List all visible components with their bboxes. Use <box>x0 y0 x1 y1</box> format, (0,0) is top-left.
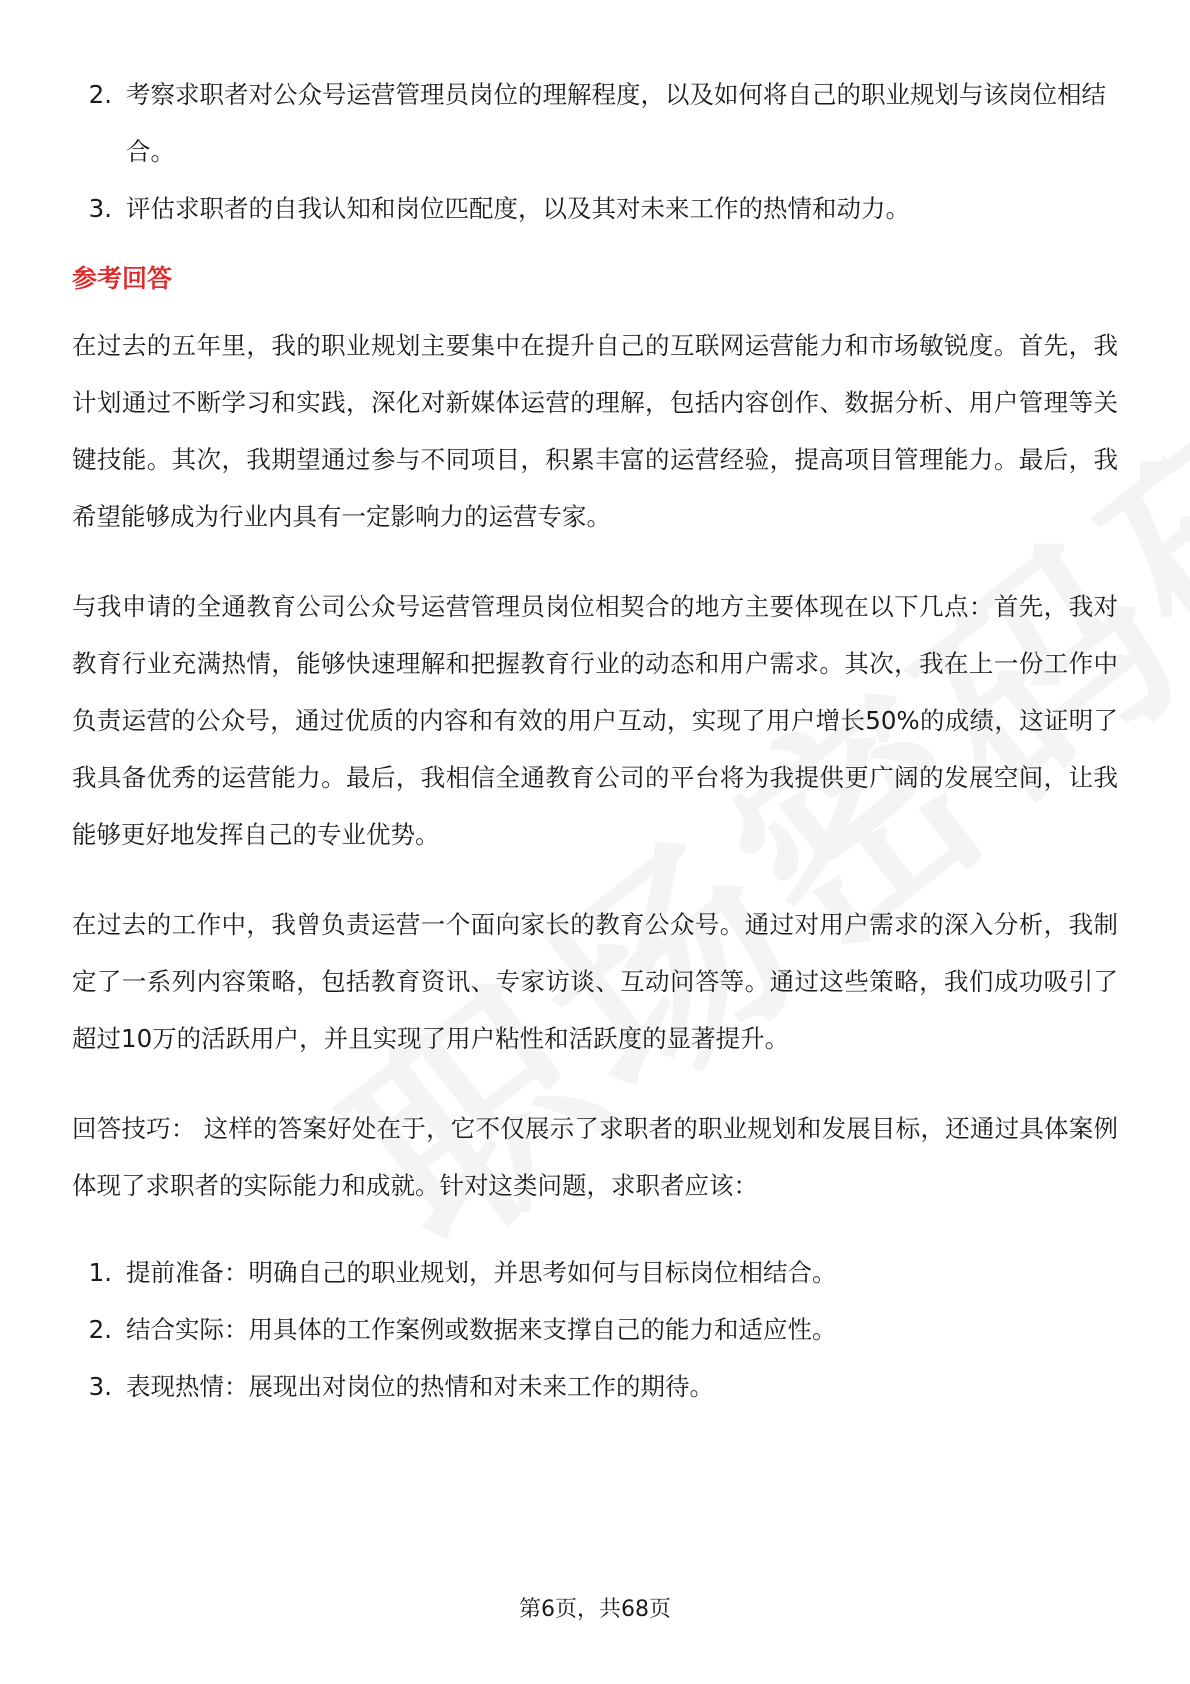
list-item-number: 3. <box>88 194 112 223</box>
list-item-text: 考察求职者对公众号运营管理员岗位的理解程度，以及如何将自己的职业规划与该岗位相结合。 <box>126 80 1106 166</box>
list-item-text: 结合实际：用具体的工作案例或数据来支撑自己的能力和适应性。 <box>126 1315 837 1344</box>
list-item <box>72 180 1118 237</box>
list-item-number: 1. <box>88 1258 112 1287</box>
page-number-footer: 第6页，共68页 <box>519 1597 671 1622</box>
list-item-number: 2. <box>88 80 112 109</box>
list-item <box>72 1358 1118 1415</box>
tips-paragraph: 回答技巧： 这样的答案好处在于，它不仅展示了求职者的职业规划和发展目标，还通过具体案例体现了求职者的实际能力和成就。针对这类问题，求职者应该： <box>72 1114 1118 1200</box>
evaluation-points-list <box>72 66 1118 237</box>
answer-paragraph-2: 与我申请的全通教育公司公众号运营管理员岗位相契合的地方主要体现在以下几点：首先，我对教育行业充满热情，能够快速理解和把握教育行业的动态和用户需求。其次，我在上一份工作中负责运营的公众号，通过优质的内容和有效的用户互动，实现了用户增长50%的成绩，这证明了我具备优秀的运营能力。最后，我相信全通教育公司的平台将为我提供更广阔的发展空间，让我能够更好地发挥自己的专业优势。 <box>72 592 1118 849</box>
section-heading: 参考回答 <box>72 264 173 293</box>
list-item-text: 评估求职者的自我认知和岗位匹配度，以及其对未来工作的热情和动力。 <box>126 194 910 223</box>
list-item <box>72 66 1118 180</box>
list-item <box>72 1301 1118 1358</box>
list-item <box>72 1244 1118 1301</box>
tips-list <box>72 1244 1118 1415</box>
page-content <box>72 66 1118 1415</box>
list-item-number: 3. <box>88 1372 112 1401</box>
list-item-number: 2. <box>88 1315 112 1344</box>
list-item-text: 表现热情：展现出对岗位的热情和对未来工作的期待。 <box>126 1372 714 1401</box>
answer-paragraph-1: 在过去的五年里，我的职业规划主要集中在提升自己的互联网运营能力和市场敏锐度。首先，我计划通过不断学习和实践，深化对新媒体运营的理解，包括内容创作、数据分析、用户管理等关键技能。其次，我期望通过参与不同项目，积累丰富的运营经验，提高项目管理能力。最后，我希望能够成为行业内具有一定影响力的运营专家。 <box>72 331 1118 531</box>
list-item-text: 提前准备：明确自己的职业规划，并思考如何与目标岗位相结合。 <box>126 1258 837 1287</box>
answer-paragraph-3: 在过去的工作中，我曾负责运营一个面向家长的教育公众号。通过对用户需求的深入分析，我制定了一系列内容策略，包括教育资讯、专家访谈、互动问答等。通过这些策略，我们成功吸引了超过10万的活跃用户，并且实现了用户粘性和活跃度的显著提升。 <box>72 910 1118 1053</box>
